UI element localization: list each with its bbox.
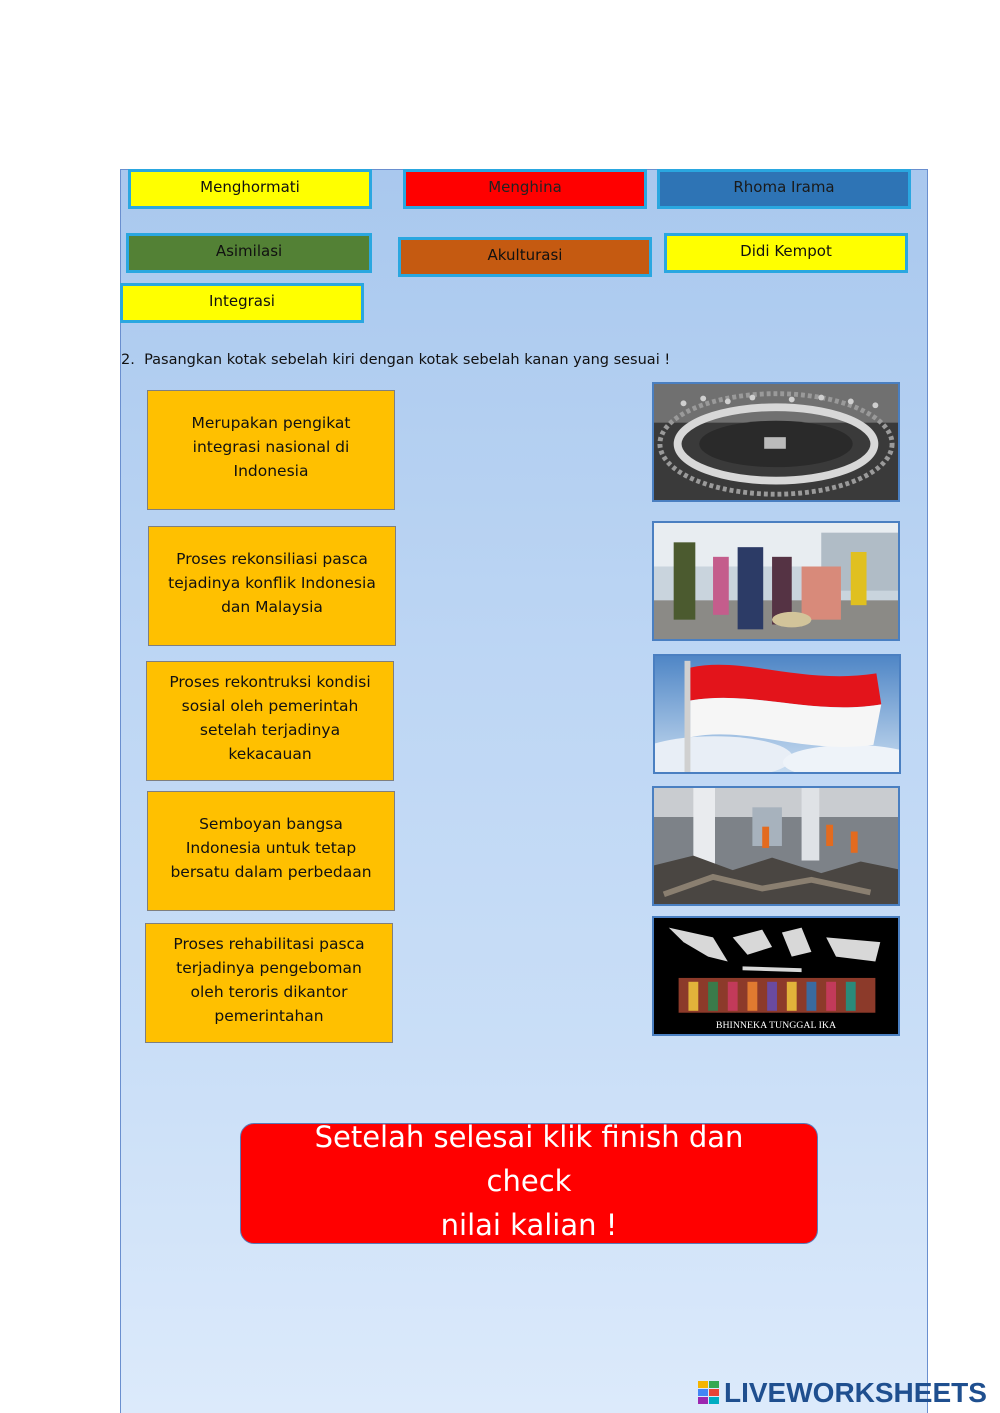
statement-box-4[interactable] (147, 791, 395, 911)
word-chip-menghormati[interactable]: Menghormati (128, 169, 372, 209)
brand-name: LIVEWORKSHEETS (724, 1377, 987, 1408)
statement-box-2[interactable] (148, 526, 396, 646)
word-chip-rhoma-irama[interactable]: Rhoma Irama (657, 169, 911, 209)
question-number: 2. (121, 352, 135, 368)
image-box-conference[interactable] (652, 382, 900, 502)
image-box-crowd[interactable] (652, 521, 900, 641)
image-box-bhinneka[interactable] (652, 916, 900, 1036)
banner-line-2: nilai kalian ! (440, 1207, 618, 1242)
bhinneka-caption: BHINNEKA TUNGGAL IKA (715, 1020, 837, 1032)
finish-instruction-banner (240, 1119, 818, 1244)
word-chip-menghina[interactable]: Menghina (403, 169, 647, 209)
statement-text: Proses rekontruksi kondisi sosial oleh pemerintah setelah terjadinya kekacauan (169, 673, 371, 763)
liveworksheets-mark-icon (697, 1379, 721, 1407)
statement-box-5[interactable] (145, 923, 393, 1043)
conference-photo-icon (654, 384, 898, 500)
statement-text: Merupakan pengikat integrasi nasional di Indonesia (191, 414, 351, 480)
statement-text: Semboyan bangsa Indonesia untuk tetap bersatu dalam perbedaan (170, 815, 372, 881)
word-chip-didi-kempot[interactable]: Didi Kempot (664, 233, 908, 273)
statement-text: Proses rekonsiliasi pasca tejadinya konflik Indonesia dan Malaysia (168, 550, 376, 616)
word-chip-integrasi[interactable]: Integrasi (120, 283, 364, 323)
indonesian-flag-photo-icon (655, 656, 899, 772)
crowd-handshake-photo-icon (654, 523, 898, 639)
question-text: Pasangkan kotak sebelah kiri dengan kotak sebelah kanan yang sesuai ! (144, 352, 671, 368)
banner-line-1: Setelah selesai klik finish dan check (314, 1119, 744, 1198)
statement-box-1[interactable] (147, 390, 395, 510)
statement-text: Proses rehabilitasi pasca terjadinya pengeboman oleh teroris dikantor pemerintahan (173, 935, 365, 1025)
image-box-flag[interactable] (653, 654, 901, 774)
liveworksheets-logo (697, 1378, 987, 1408)
bhinneka-map-photo-icon (654, 918, 898, 1034)
question-instruction (121, 352, 670, 368)
image-box-ruins[interactable] (652, 786, 900, 906)
word-chip-akulturasi[interactable]: Akulturasi (398, 237, 652, 277)
ruined-building-photo-icon (654, 788, 898, 904)
statement-box-3[interactable] (146, 661, 394, 781)
word-chip-asimilasi[interactable]: Asimilasi (126, 233, 372, 273)
